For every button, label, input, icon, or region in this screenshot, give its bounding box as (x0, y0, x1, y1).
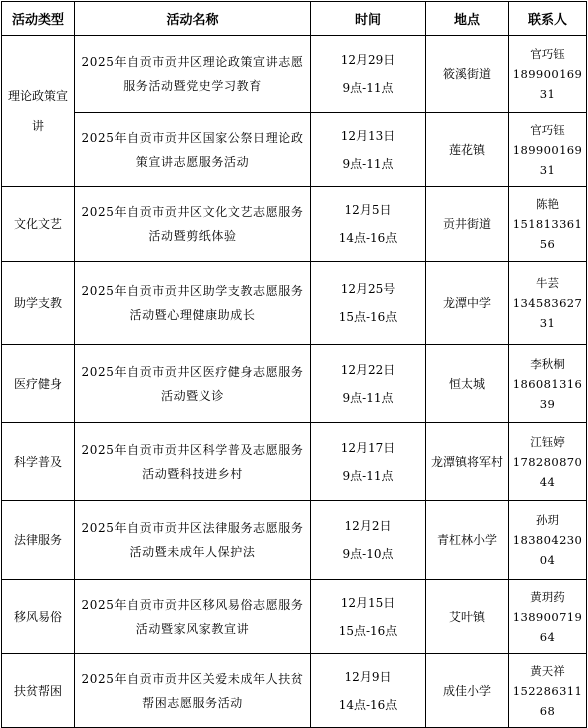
hours-text: 9点-11点 (342, 81, 394, 95)
activity-name-cell: 2025年自贡市贡井区医疗健身志愿服务活动暨义诊 (75, 345, 311, 423)
time-cell (311, 262, 426, 345)
contact-name: 陈艳 (536, 197, 559, 211)
location-cell: 莲花镇 (426, 113, 509, 187)
contact-name: 孙玥 (536, 513, 559, 527)
category-cell: 医疗健身 (2, 345, 75, 423)
table-row (2, 187, 587, 262)
date-text: 12月17日 (340, 440, 396, 455)
date-text: 12月13日 (340, 128, 396, 143)
time-cell (311, 501, 426, 580)
table-row (2, 345, 587, 423)
table-row (2, 501, 587, 580)
time-cell (311, 654, 426, 728)
category-cell: 理论政策宣讲 (2, 36, 75, 187)
contact-cell (509, 423, 587, 501)
contact-name: 李秋桐 (530, 356, 565, 371)
location-cell: 恒太城 (426, 345, 509, 423)
contact-cell (509, 654, 587, 728)
hours-text: 9点-11点 (342, 468, 394, 483)
header-contact: 联系人 (509, 2, 587, 36)
contact-cell (509, 187, 587, 262)
date-text: 12月22日 (340, 362, 396, 377)
hours-text: 15点-16点 (338, 623, 398, 638)
contact-phone: 18990016931 (512, 142, 583, 177)
time-cell (311, 580, 426, 654)
contact-name: 黄玥药 (530, 589, 565, 604)
location-cell: 贡井街道 (426, 187, 509, 262)
contact-phone: 13890071964 (512, 609, 583, 644)
activity-name-cell: 2025年自贡市贡井区文化文艺志愿服务活动暨剪纸体验 (75, 187, 311, 262)
contact-cell (509, 580, 587, 654)
date-text: 12月15日 (340, 595, 396, 610)
contact-name: 官巧钰 (530, 122, 565, 137)
hours-text: 14点-16点 (338, 231, 398, 245)
header-time: 时间 (311, 2, 426, 36)
date-text: 12月29日 (340, 53, 396, 67)
activity-schedule-table (1, 1, 587, 728)
category-cell: 移风易俗 (2, 580, 75, 654)
contact-name: 江钰婷 (530, 434, 565, 449)
location-cell: 艾叶镇 (426, 580, 509, 654)
activity-name-cell: 2025年自贡市贡井区关爱未成年人扶贫帮困志愿服务活动 (75, 654, 311, 728)
contact-cell (509, 262, 587, 345)
hours-text: 15点-16点 (338, 310, 398, 324)
date-text: 12月2日 (344, 519, 392, 533)
hours-text: 9点-11点 (342, 156, 394, 171)
category-cell: 法律服务 (2, 501, 75, 580)
header-name: 活动名称 (75, 2, 311, 36)
location-cell: 龙潭镇将军村 (426, 423, 509, 501)
category-cell: 助学支教 (2, 262, 75, 345)
activity-name-cell: 2025年自贡市贡井区理论政策宣讲志愿服务活动暨党史学习教育 (75, 36, 311, 113)
contact-phone: 18380423004 (512, 533, 583, 567)
activity-name-cell: 2025年自贡市贡井区助学支教志愿服务活动暨心理健康助成长 (75, 262, 311, 345)
contact-phone: 18990016931 (512, 67, 583, 101)
table-row (2, 423, 587, 501)
contact-name: 牛芸 (536, 276, 559, 290)
time-cell (311, 187, 426, 262)
contact-name: 黄天祥 (530, 663, 565, 678)
hours-text: 9点-11点 (342, 390, 394, 405)
time-cell (311, 113, 426, 187)
contact-name: 官巧钰 (530, 47, 565, 61)
header-category: 活动类型 (2, 2, 75, 36)
table-row (2, 580, 587, 654)
activity-name-cell: 2025年自贡市贡井区科学普及志愿服务活动暨科技进乡村 (75, 423, 311, 501)
date-text: 12月5日 (344, 203, 392, 217)
category-cell: 扶贫帮困 (2, 654, 75, 728)
table-row (2, 262, 587, 345)
contact-cell (509, 501, 587, 580)
contact-phone: 15228631168 (512, 683, 583, 718)
table-row (2, 654, 587, 728)
header-location: 地点 (426, 2, 509, 36)
activity-name-cell: 2025年自贡市贡井区法律服务志愿服务活动暨未成年人保护法 (75, 501, 311, 580)
contact-phone: 13458362731 (512, 296, 583, 330)
category-cell: 科学普及 (2, 423, 75, 501)
hours-text: 14点-16点 (338, 697, 398, 712)
time-cell (311, 423, 426, 501)
location-cell: 成佳小学 (426, 654, 509, 728)
hours-text: 9点-10点 (342, 547, 394, 561)
activity-name-cell: 2025年自贡市贡井区国家公祭日理论政策宣讲志愿服务活动 (75, 113, 311, 187)
contact-cell (509, 345, 587, 423)
category-cell: 文化文艺 (2, 187, 75, 262)
table-row (2, 36, 587, 113)
location-cell: 龙潭中学 (426, 262, 509, 345)
activity-name-cell: 2025年自贡市贡井区移风易俗志愿服务活动暨家风家教宣讲 (75, 580, 311, 654)
contact-phone: 18608131639 (512, 376, 583, 411)
table-row (2, 113, 587, 187)
time-cell (311, 345, 426, 423)
date-text: 12月9日 (344, 669, 392, 684)
time-cell (311, 36, 426, 113)
location-cell: 青杠林小学 (426, 501, 509, 580)
table-header-row (2, 2, 587, 36)
contact-cell (509, 113, 587, 187)
location-cell: 筱溪街道 (426, 36, 509, 113)
contact-phone: 17828087044 (512, 454, 583, 489)
contact-cell (509, 36, 587, 113)
contact-phone: 15181336156 (512, 217, 583, 251)
date-text: 12月25号 (340, 282, 396, 296)
